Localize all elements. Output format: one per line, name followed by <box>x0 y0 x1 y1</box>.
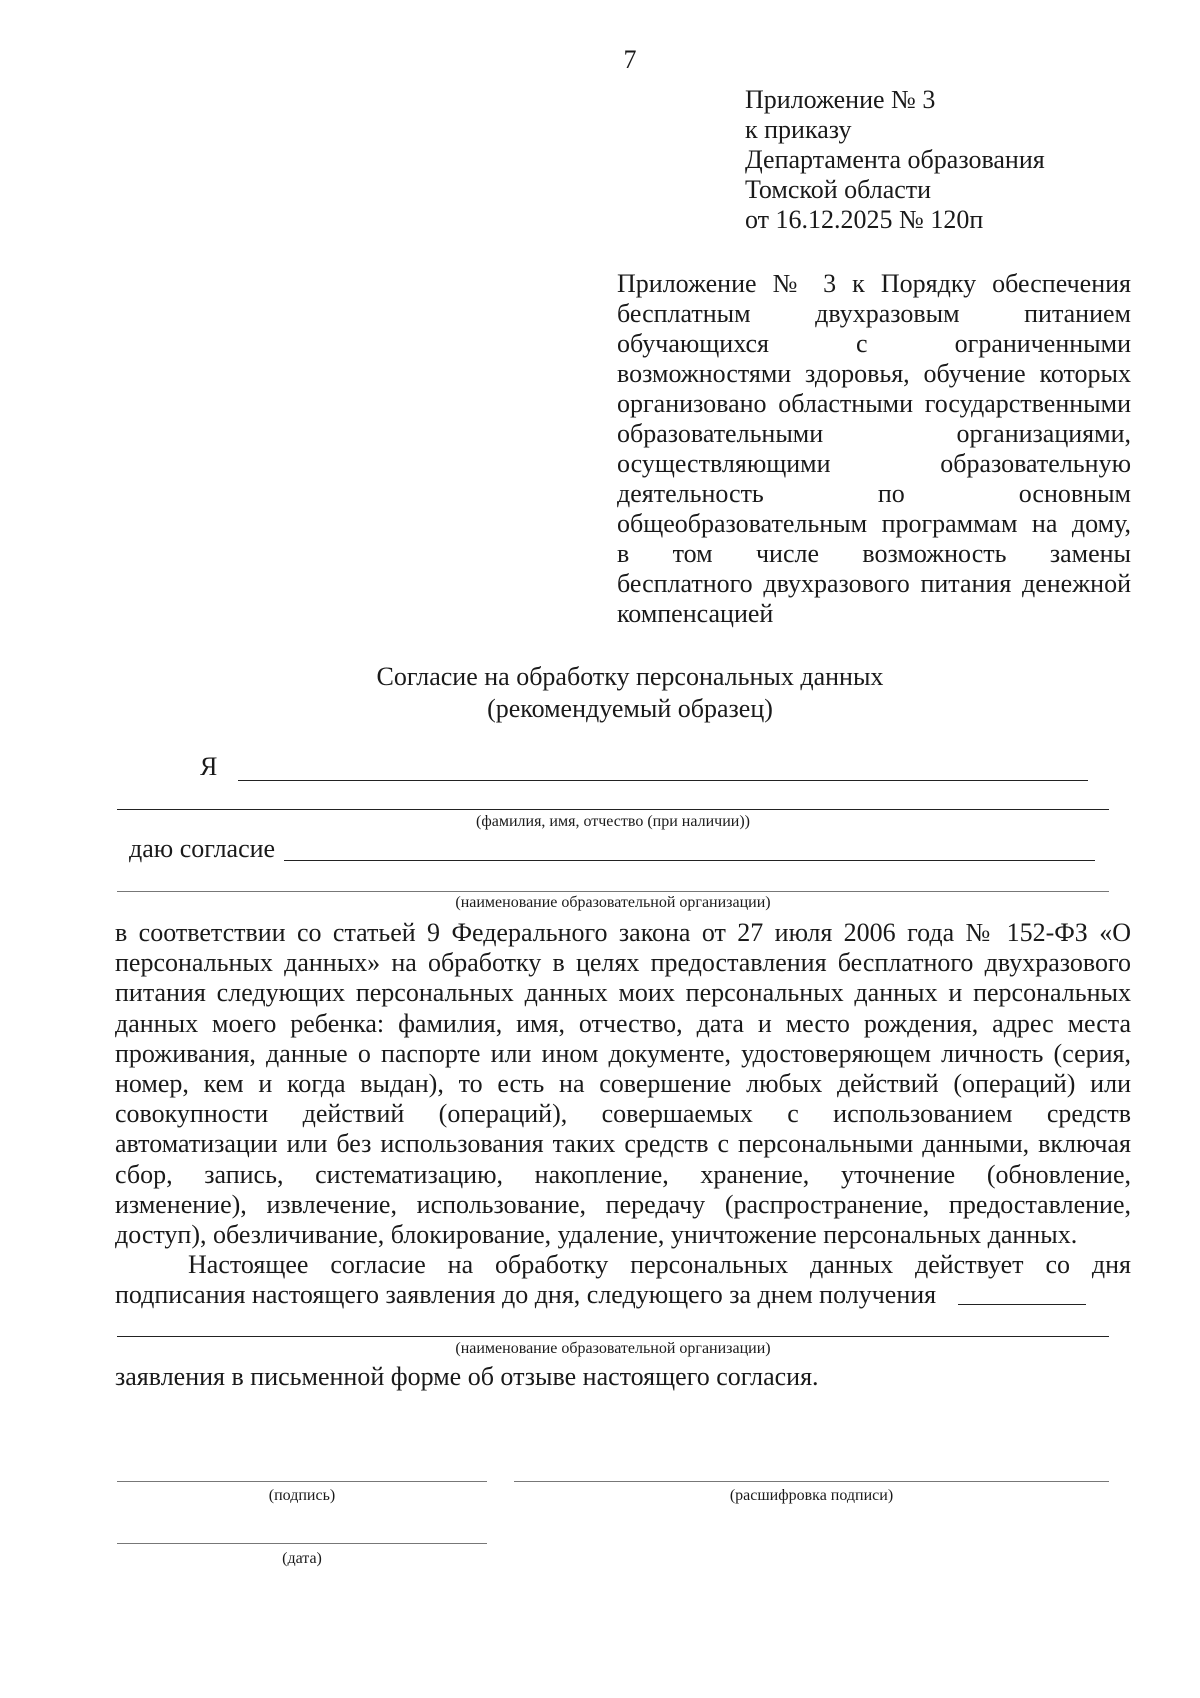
date-input-line[interactable] <box>117 1543 487 1544</box>
appendix-line: бесплатного двухразового питания денежной <box>617 569 1131 598</box>
paragraph-line: персональных данных» на обработку в целях предоставления бесплатного двухразового <box>115 948 1131 978</box>
org-caption-2: (наименование образовательной организации) <box>455 1340 771 1357</box>
appendix-line: обучающихся с ограниченными <box>617 329 1131 358</box>
approval-block <box>745 85 1045 235</box>
paragraph-line: Настоящее согласие на обработку персональных данных действует со дня <box>188 1250 1131 1279</box>
paragraph-line: заявления в письменной форме об отзыве настоящего согласия. <box>115 1362 819 1391</box>
approval-line: к приказу <box>745 115 852 144</box>
org-input-line-1[interactable] <box>284 860 1095 861</box>
fio-input-line-1[interactable] <box>238 780 1088 781</box>
appendix-line: осуществляющими образовательную <box>617 449 1131 478</box>
paragraph-line: проживания, данные о паспорте или ином документе, удостоверяющем личность (серия, <box>115 1038 1131 1068</box>
approval-line: Департамента образования <box>745 145 1045 174</box>
appendix-line: Приложение № 3 к Порядку обеспечения <box>617 269 1131 298</box>
paragraph-line: доступ), обезличивание, блокирование, удаление, уничтожение персональных данных. <box>115 1219 1078 1249</box>
paragraph-line: совокупности действий (операций), совершаемых с использованием средств <box>115 1099 1131 1129</box>
date-caption: (дата) <box>282 1550 322 1567</box>
paragraph-line: автоматизации или без использования таких средств с персональными данными, включая <box>115 1129 1131 1159</box>
appendix-line: деятельность по основным <box>617 479 1131 508</box>
document-title: Согласие на обработку персональных данных <box>376 662 884 691</box>
consent-paragraph <box>115 918 1131 1250</box>
decoding-caption: (расшифровка подписи) <box>729 1487 894 1504</box>
paragraph-line: номер, кем и когда выдан), то есть на совершение любых действий (операций) или <box>115 1068 1131 1098</box>
fio-caption: (фамилия, имя, отчество (при наличии)) <box>476 813 750 830</box>
appendix-block <box>617 269 1131 629</box>
appendix-line: возможностями здоровья, обучение которых <box>617 359 1131 388</box>
appendix-line: в том числе возможность замены <box>617 539 1131 568</box>
signature-input-line[interactable] <box>117 1481 487 1482</box>
appendix-line: компенсацией <box>617 599 774 628</box>
org-caption: (наименование образовательной организации) <box>455 894 771 911</box>
appendix-line: организовано областными государственными <box>617 389 1131 418</box>
signature-caption: (подпись) <box>268 1487 336 1504</box>
document-subtitle: (рекомендуемый образец) <box>487 694 773 723</box>
org-input-line-2[interactable] <box>117 891 1109 892</box>
appendix-line: бесплатным двухразовым питанием <box>617 299 1131 328</box>
fio-input-line-2[interactable] <box>117 809 1109 810</box>
appendix-line: общеобразовательным программам на дому, <box>617 509 1131 538</box>
i-label: Я <box>200 752 218 781</box>
approval-line: Приложение № 3 <box>745 85 936 114</box>
approval-line: от 16.12.2025 № 120п <box>745 205 984 234</box>
paragraph-line: питания следующих персональных данных моих персональных данных и персональных <box>115 978 1131 1008</box>
paragraph-line: в соответствии со статьей 9 Федерального закона от 27 июля 2006 года № 152-ФЗ «О <box>115 918 1131 947</box>
org-input-line-4[interactable] <box>117 1336 1109 1337</box>
org-input-line-3[interactable] <box>958 1304 1086 1305</box>
closing-paragraph <box>115 1362 1131 1392</box>
approval-line: Томской области <box>745 175 932 204</box>
consent-label: даю согласие <box>129 834 276 863</box>
decoding-input-line[interactable] <box>514 1481 1109 1482</box>
page-number: 7 <box>623 45 637 74</box>
paragraph-line: изменение), извлечение, использование, передачу (распространение, предоставление, <box>115 1189 1131 1219</box>
paragraph-line: данных моего ребенка: фамилия, имя, отчество, дата и место рождения, адрес места <box>115 1008 1131 1038</box>
validity-paragraph <box>115 1250 1131 1310</box>
paragraph-line: подписания настоящего заявления до дня, следующего за днем получения <box>115 1280 937 1310</box>
paragraph-line: сбор, запись, систематизацию, накопление, хранение, уточнение (обновление, <box>115 1159 1131 1189</box>
appendix-line: образовательными организациями, <box>617 419 1131 448</box>
